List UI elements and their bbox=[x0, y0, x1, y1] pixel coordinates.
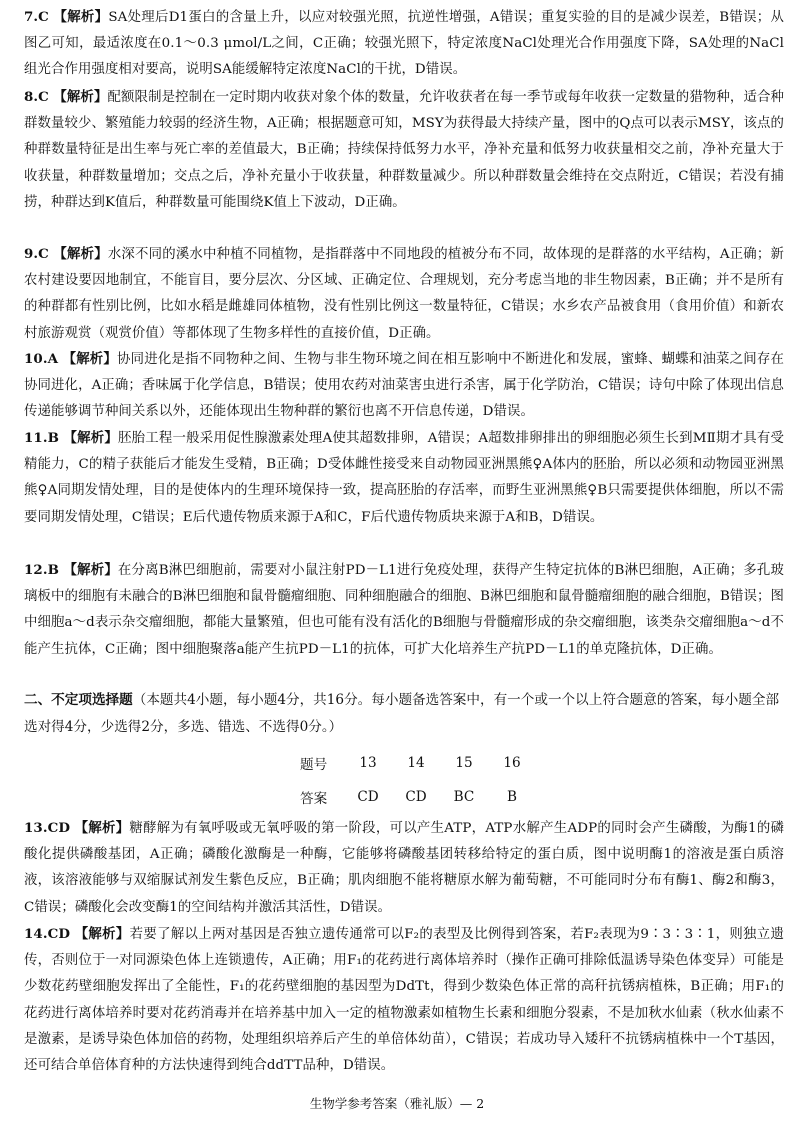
answer-item-10 bbox=[24, 346, 784, 426]
answer-label: 答案 bbox=[300, 791, 328, 807]
item-number: 7.C bbox=[24, 9, 49, 25]
item-text: 在分离B淋巴细胞前，需要对小鼠注射PD－L1进行免疫处理，获得产生特定抗体的B淋巴细胞，A正确；多孔玻璃板中的细胞有未融合的B淋巴细胞和鼠骨髓瘤细胞、同种细胞融合的细胞、B淋巴细胞和鼠骨髓瘤细胞的融合细胞，B错误；图中细胞a～d表示杂交瘤细胞，都能大量繁殖，但也可能有没有活化的B细胞与骨髓瘤形成的杂交瘤细胞，该类杂交瘤细胞a～d不能产生抗体，C正确；图中细胞聚落a能产生抗PD－L1的抗体，可扩大化培养生产抗PD－L1的单克隆抗体，D正确。 bbox=[24, 563, 784, 657]
answer-item-11 bbox=[24, 425, 784, 531]
item-text: SA处理后D1蛋白的含量上升，以应对较强光照，抗逆性增强，A错误；重复实验的目的是减少误差，B错误；从图乙可知，最适浓度在0.1～0.3 μmol/L之间，C正确；较强光照下，特定浓度NaCl处理光合作用强度下降，SA处理的NaCl组光合作用强度相对要高，说明SA能缓解特定浓度NaCl的干扰，D错误。 bbox=[24, 10, 784, 78]
section-instructions: （本题共4小题，每小题4分，共16分。每小题备选答案中，有一个或一个以上符合题意的答案，每小题全部选对得4分，少选得2分，多选、错选、不选得0分。） bbox=[24, 692, 780, 735]
answer-table-header-row bbox=[300, 746, 536, 780]
answer-item-9 bbox=[24, 241, 784, 347]
analysis-tag: 【解析】 bbox=[74, 926, 130, 942]
item-number: 13.CD bbox=[24, 820, 71, 836]
item-text: 协同进化是指不同物种之间、生物与非生物环境之间在相互影响中不断进化和发展，蜜蜂、蝴蝶和油菜之间存在协同进化，A正确；香味属于化学信息，B错误；使用农药对油菜害虫进行杀害，属于化学防治，C错误；诗句中除了体现出信息传递能够调节种间关系以外，还能体现出生物种群的繁衍也离不开信息传递，D错误。 bbox=[24, 352, 784, 420]
item-number: 9.C bbox=[24, 246, 49, 262]
page-footer: 生物学参考答案（雅礼版）— 2 bbox=[309, 1096, 485, 1111]
answer-item-13 bbox=[24, 815, 784, 921]
analysis-tag: 【解析】 bbox=[63, 430, 119, 446]
answer-value: B bbox=[507, 789, 517, 805]
item-number: 11.B bbox=[24, 430, 60, 446]
answer-value: CD bbox=[357, 789, 379, 805]
question-number: 16 bbox=[503, 755, 521, 771]
item-text: 配额限制是控制在一定时期内收获对象个体的数量，允许收获者在每一季节或每年收获一定数量的猎物种，适合种群数量较少、繁殖能力较弱的经济生物，A正确；根据题意可知，MSY为获得最大持续产量，图中的Q点可以表示MSY，该点的种群数量特征是出生率与死亡率的差值最大，B正确；持续保持低努力水平，净补充量和低努力收获量相交之前，净补充量大于收获量，种群数量增加；交点之后，净补充量小于收获量，种群数量减少。所以种群数量会维持在交点附近，C错误；若没有捕捞，种群达到K值后，种群数量可能围绕K值上下波动，D正确。 bbox=[24, 90, 785, 210]
analysis-tag: 【解析】 bbox=[53, 246, 108, 262]
answer-value: CD bbox=[405, 789, 427, 805]
analysis-tag: 【解析】 bbox=[63, 562, 118, 578]
answer-value: BC bbox=[453, 789, 475, 805]
question-number: 15 bbox=[455, 755, 473, 771]
analysis-tag: 【解析】 bbox=[62, 351, 118, 367]
answer-item-14 bbox=[24, 921, 784, 1079]
answer-item-7 bbox=[24, 4, 784, 84]
analysis-tag: 【解析】 bbox=[53, 89, 108, 105]
item-text: 胚胎工程一般采用促性腺激素处理A使其超数排卵，A错误；A超数排卵排出的卵细胞必须生长到MⅡ期才具有受精能力，C的精子获能后才能发生受精，B正确；D受体雌性接受来自动物园亚洲黑熊♀A体内的胚胎，所以必须和动物园亚洲黑熊♀A同期发情处理，目的是使体内的生理环境保持一致，提高胚胎的存活率，而野生亚洲黑熊♀B只需要提供体细胞，所以不需要同期发情处理，C错误；E后代遗传物质来源于A和C，F后代遗传物质块来源于A和B，D错误。 bbox=[24, 431, 784, 525]
item-number: 8.C bbox=[24, 89, 49, 105]
answer-item-8 bbox=[24, 84, 784, 216]
answer-item-12 bbox=[24, 557, 784, 663]
answer-table-answer-row bbox=[300, 780, 536, 814]
item-text: 水深不同的溪水中种植不同植物，是指群落中不同地段的植被分布不同，故体现的是群落的水平结构，A正确；新农村建设要因地制宜，不能盲目，要分层次、分区域、正确定位、合理规划，充分考虑当地的非生物因素，B正确；并不是所有的种群都有性别比例，比如水稻是雌雄同体植物，没有性别比例这一数量特征，C错误；水乡农产品被食用（食用价值）和新农村旅游观赏（观赏价值）等都体现了生物多样性的直接价值，D正确。 bbox=[24, 247, 784, 341]
section-title: 二、不定项选择题 bbox=[24, 692, 133, 708]
question-number-label: 题号 bbox=[300, 757, 328, 773]
item-text: 若要了解以上两对基因是否独立遗传通常可以F₂的表型及比例得到答案，若F₂表现为9∶3∶3∶1，则独立遗传，否则位于一对同源染色体上连锁遗传，A正确；用F₁的花药进行离体培养时（操作正确可排除低温诱导染色体变异）可能是少数花药壁细胞发挥出了全能性，F₁的花药壁细胞的基因型为DdTt，得到少数染色体正常的高秆抗锈病植株，B正确；用F₁的花药进行离体培养时要对花药消毒并在培养基中加入一定的植物激素如植物生长素和细胞分裂素，不是加秋水仙素（秋水仙素不是激素，是诱导染色体加倍的药物，处理组织培养后产生的单倍体幼苗），C错误；若成功导入矮秆不抗锈病植株中一个T基因，还可结合单倍体育种的方法快速得到纯合ddTT品种，D错误。 bbox=[24, 927, 785, 1074]
question-number: 14 bbox=[407, 755, 425, 771]
item-number: 10.A bbox=[24, 351, 59, 367]
item-text: 糖酵解为有氧呼吸或无氧呼吸的第一阶段，可以产生ATP，ATP水解产生ADP的同时会产生磷酸，为酶1的磷酸化提供磷酸基团，A正确；磷酸化激酶是一种酶，它能够将磷酸基团转移给特定的蛋白质，图中说明酶1的溶液是蛋白质溶液，该溶液能够与双缩脲试剂发生紫色反应，B正确；肌肉细胞不能将糖原水解为葡萄糖，不可能同时分布有酶1、酶2和酶3，C错误；磷酸化会改变酶1的空间结构并激活其活性，D错误。 bbox=[24, 821, 784, 915]
section-heading bbox=[24, 687, 784, 740]
question-number: 13 bbox=[359, 755, 377, 771]
item-number: 12.B bbox=[24, 562, 60, 578]
answer-table bbox=[300, 746, 536, 814]
analysis-tag: 【解析】 bbox=[74, 820, 130, 836]
item-number: 14.CD bbox=[24, 926, 71, 942]
analysis-tag: 【解析】 bbox=[53, 9, 109, 25]
